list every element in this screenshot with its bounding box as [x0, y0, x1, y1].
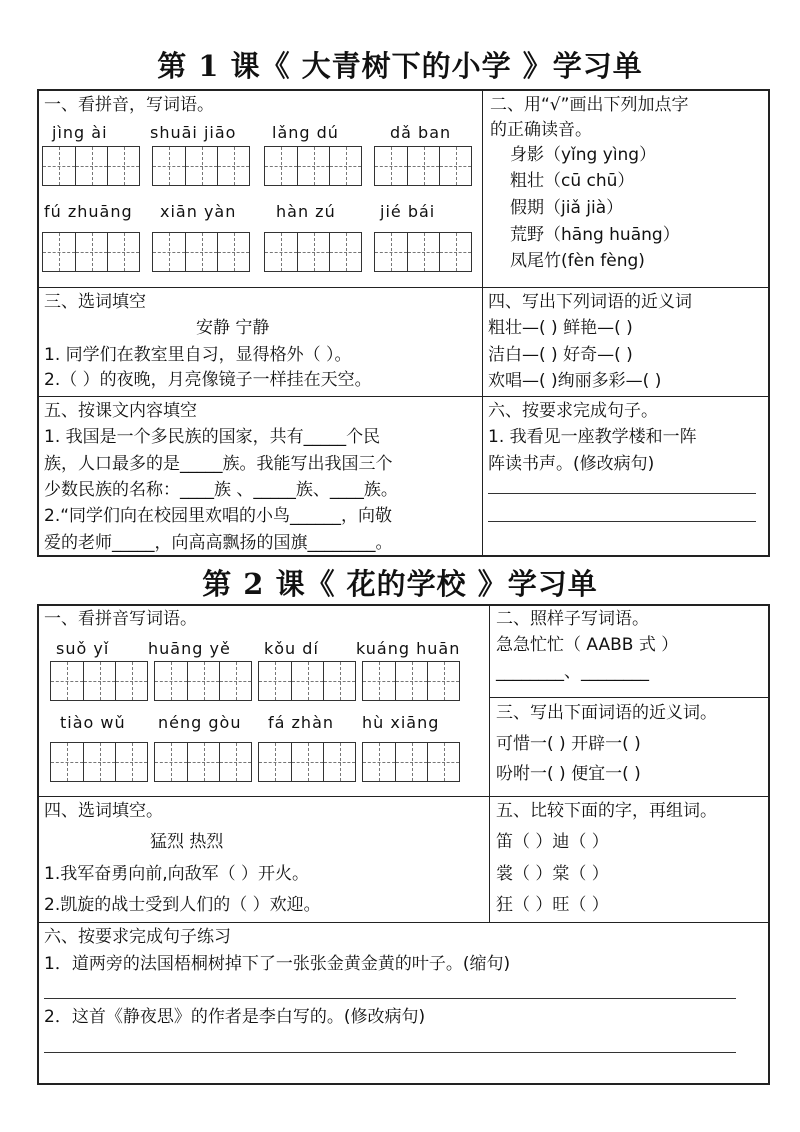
- l2-s2-heading: 二、照样子写词语。: [496, 609, 649, 629]
- l2-pinyin: néng gòu: [158, 713, 242, 732]
- l1-s5-line: 爱的老师_____，向高高飘扬的国旗________。: [44, 533, 393, 553]
- answer-line[interactable]: [44, 998, 736, 999]
- l2-writing-grid[interactable]: [154, 742, 252, 782]
- l2-writing-grid[interactable]: [362, 742, 460, 782]
- l2-s4-heading: 四、选词填空。: [44, 801, 163, 821]
- l1-s4-heading: 四、写出下列词语的近义词: [488, 292, 692, 312]
- l1-pinyin: hàn zú: [276, 202, 336, 221]
- l1-s3-words: 安静 宁静: [196, 318, 270, 338]
- l1-s3-line: 1. 同学们在教室里自习，显得格外（ ）。: [44, 345, 352, 365]
- l2-s3-row: 吩咐一( ) 便宜一( ): [496, 764, 641, 784]
- divider: [489, 697, 770, 698]
- l2-s2-example: 急急忙忙（ AABB 式 ）: [496, 635, 679, 655]
- divider: [37, 287, 770, 288]
- l1-pinyin: fú zhuāng: [44, 202, 133, 221]
- l2-s3-row: 可惜一( ) 开辟一( ): [496, 734, 641, 754]
- l2-s4-line: 1.我军奋勇向前,向敌军（ ）开火。: [44, 864, 310, 884]
- l1-s5-heading: 五、按课文内容填空: [44, 401, 197, 421]
- divider: [37, 396, 770, 397]
- l2-pinyin: huāng yě: [148, 639, 231, 658]
- l2-s2-blanks[interactable]: ________、________: [496, 662, 649, 682]
- l2-s6-line: 1．道两旁的法国梧桐树掉下了一张张金黄金黄的叶子。(缩句): [44, 954, 511, 974]
- l1-pinyin: lǎng dú: [272, 123, 339, 142]
- l1-writing-grid[interactable]: [152, 232, 250, 272]
- l2-pinyin: fá zhàn: [268, 713, 335, 732]
- answer-line[interactable]: [44, 1052, 736, 1053]
- l1-writing-grid[interactable]: [264, 232, 362, 272]
- divider: [489, 604, 490, 922]
- l1-s4-row: 粗壮—( ) 鲜艳—( ): [488, 318, 633, 338]
- answer-line[interactable]: [488, 493, 756, 494]
- l1-pinyin: xiān yàn: [160, 202, 237, 221]
- l1-pinyin: jié bái: [380, 202, 436, 221]
- lesson2-title: 第 2 课《 花的学校 》学习单: [202, 567, 598, 601]
- l1-s6-heading: 六、按要求完成句子。: [488, 401, 658, 421]
- divider: [482, 89, 483, 557]
- l2-s5-row: 裳（ ）棠（ ）: [496, 864, 609, 884]
- l2-pinyin: hù xiāng: [362, 713, 440, 732]
- l2-writing-grid[interactable]: [50, 661, 148, 701]
- l1-s2-item: 假期（jiǎ jià）: [510, 198, 624, 218]
- l1-s2-heading: 的正确读音。: [490, 120, 592, 140]
- l2-writing-grid[interactable]: [154, 661, 252, 701]
- l2-s5-row: 狂（ ）旺（ ）: [496, 895, 609, 915]
- l1-writing-grid[interactable]: [374, 232, 472, 272]
- l2-s3-heading: 三、写出下面词语的近义词。: [496, 703, 717, 723]
- l2-writing-grid[interactable]: [362, 661, 460, 701]
- l1-pinyin: shuāi jiāo: [150, 123, 237, 142]
- l2-pinyin: suǒ yǐ: [56, 639, 110, 658]
- l1-s5-line: 族，人口最多的是_____族。我能写出我国三个: [44, 454, 393, 474]
- l1-writing-grid[interactable]: [42, 232, 140, 272]
- l1-s4-row: 洁白—( ) 好奇—( ): [488, 345, 633, 365]
- l2-pinyin: kuáng huān: [356, 639, 461, 658]
- l1-s6-line: 1. 我看见一座教学楼和一阵: [488, 427, 697, 447]
- lesson1-title: 第 1 课《 大青树下的小学 》学习单: [157, 49, 643, 83]
- l1-pinyin: dǎ ban: [390, 123, 452, 142]
- l1-pinyin: jìng ài: [52, 123, 108, 142]
- l1-writing-grid[interactable]: [264, 146, 362, 186]
- l1-s3-line: 2.（ ）的夜晚，月亮像镜子一样挂在天空。: [44, 370, 372, 390]
- l1-s5-line: 1. 我国是一个多民族的国家，共有_____个民: [44, 427, 381, 447]
- divider: [37, 796, 770, 797]
- divider: [37, 922, 770, 923]
- l1-writing-grid[interactable]: [42, 146, 140, 186]
- l1-s1-heading: 一、看拼音，写词语。: [44, 95, 214, 115]
- l1-s2-item: 荒野（hāng huāng）: [510, 225, 680, 245]
- answer-line[interactable]: [488, 521, 756, 522]
- l2-writing-grid[interactable]: [258, 742, 356, 782]
- l1-s3-heading: 三、选词填空: [44, 292, 146, 312]
- l1-s5-line: 少数民族的名称：____族 、_____族、____族。: [44, 480, 398, 500]
- l2-s4-line: 2.凯旋的战士受到人们的（ ）欢迎。: [44, 895, 321, 915]
- l1-s5-line: 2.“同学们向在校园里欢唱的小鸟______，向敬: [44, 506, 393, 526]
- l2-writing-grid[interactable]: [50, 742, 148, 782]
- l2-s6-heading: 六、按要求完成句子练习: [44, 927, 231, 947]
- l2-s1-heading: 一、看拼音写词语。: [44, 609, 197, 629]
- l1-s2-item: 粗壮（cū chū）: [510, 171, 635, 191]
- l1-s2-item: 身影（yǐng yìng）: [510, 145, 657, 165]
- l2-writing-grid[interactable]: [258, 661, 356, 701]
- l1-s2-item: 凤尾竹(fèn fèng): [510, 251, 645, 271]
- l1-s6-line: 阵读书声。(修改病句): [488, 454, 655, 474]
- l1-writing-grid[interactable]: [152, 146, 250, 186]
- l1-writing-grid[interactable]: [374, 146, 472, 186]
- l1-s2-heading: 二、用“√”画出下列加点字: [490, 95, 689, 115]
- l1-s4-row: 欢唱—( )绚丽多彩—( ): [488, 371, 662, 391]
- l2-pinyin: tiào wǔ: [60, 713, 126, 732]
- l2-pinyin: kǒu dí: [264, 639, 319, 658]
- l2-s5-heading: 五、比较下面的字，再组词。: [496, 801, 717, 821]
- l2-s6-line: 2．这首《静夜思》的作者是李白写的。(修改病句): [44, 1007, 426, 1027]
- l2-s5-row: 笛（ ）迪（ ）: [496, 832, 609, 852]
- l2-s4-words: 猛烈 热烈: [150, 832, 224, 852]
